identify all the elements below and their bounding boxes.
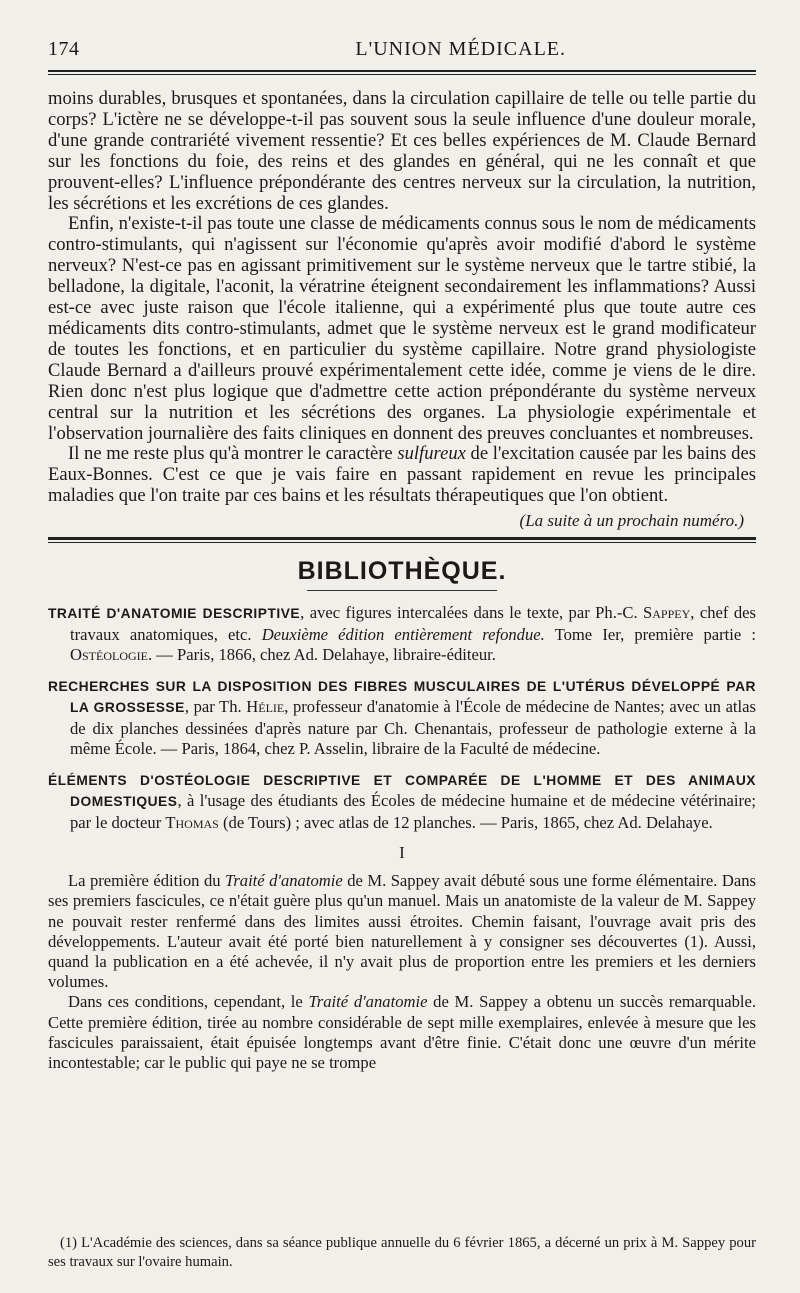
- reference-item: RECHERCHES SUR LA DISPOSITION DES FIBRES MUSCULAIRES DE L'UTÉRUS DÉVELOPPÉ PAR LA GROSSESSE, par Th. Hélie, professeur d'anatomie à l'École de médecine de Nantes; avec un atlas de dix planches dessinées d'après nature par Ch. Chenantais, professeur de pathologie externe à la même École. — Paris, 1864, chez P. Asselin, libraire de la Faculté de médecine.: [48, 678, 756, 759]
- page-header: [48, 38, 756, 66]
- section-title-underline: [307, 590, 497, 591]
- paragraph: Il ne me reste plus qu'à montrer le caractère sulfureux de l'excitation causée par les bains des Eaux-Bonnes. C'est ce que je vais faire en passant rapidement en revue les principales maladies que l'on traite par ces bains et les résultats thérapeutiques que l'on obtient.: [48, 443, 756, 507]
- paragraph: Enfin, n'existe-t-il pas toute une classe de médicaments connus sous le nom de médicaments contro-stimulants, qui n'agissent sur l'économie qu'après avoir modifié d'abord le système nerveux? N'est-ce pas en agissant primitivement sur le système nerveux que le tartre stibié, la belladone, la digitale, l'aconit, la vératrine éteignent secondairement les inflammations? Aussi est-ce avec juste raison que l'école italienne, qui a expérimenté plus que toute autre ces médicaments dits contro-stimulants, admet que le système nerveux est le grand modificateur de toutes les fonctions, et en particulier du système capillaire. Notre grand physiologiste Claude Bernard a d'ailleurs prouvé expérimentalement cette idée, comme je viens de le dire. Rien donc n'est plus logique que d'admettre cette action prépondérante du système nerveux central sur la nutrition et les sécrétions des organes. La physiologie expérimentale et l'observation journalière des faits cliniques en donnent des preuves concluantes et nombreuses.: [48, 213, 756, 444]
- reference-item: TRAITÉ D'ANATOMIE DESCRIPTIVE, avec figures intercalées dans le texte, par Ph.-C. Sappey, chef des travaux anatomiques, etc. Deuxième édition entièrement refondue. Tome Ier, première partie : Ostéologie. — Paris, 1866, chez Ad. Delahaye, libraire-éditeur.: [48, 603, 756, 665]
- paragraph: Dans ces conditions, cependant, le Traité d'anatomie de M. Sappey a obtenu un succès remarquable. Cette première édition, tirée au nombre considérable de sept mille exemplaires, enlevée à mesure que les fascicules paraissaient, était épuisée longtemps avant d'être finie. C'était donc une œuvre d'un mérite incontestable; car le public qui paye ne se trompe: [48, 992, 756, 1072]
- reference-list: [48, 603, 756, 833]
- footnote: (1) L'Académie des sciences, dans sa séance publique annuelle du 6 février 1865, a décerné un prix à M. Sappey pour ses travaux sur l'ovaire humain.: [48, 1235, 756, 1270]
- paragraph: La première édition du Traité d'anatomie de M. Sappey avait débuté sous une forme élémentaire. Dans ses premiers fascicules, ce n'était guère plus qu'un manuel. Mais un anatomiste de la valeur de M. Sappey ne pouvait rester renfermé dans des limites aussi étroites. Chemin faisant, l'ouvrage avait pris des développements. L'auteur avait été porté bien naturellement à y consigner ses découvertes (1). Aussi, quand la publication en a été achevée, il n'y avait plus de proportion entre les premiers et les derniers volumes.: [48, 871, 756, 992]
- page-number: 174: [48, 38, 80, 60]
- header-rule: [48, 70, 756, 75]
- review-section-number: I: [399, 843, 405, 863]
- paragraph: moins durables, brusques et spontanées, dans la circulation capillaire de telle ou telle partie du corps? L'ictère ne se développe-t-il pas souvent sous la seule influence d'une douleur morale, d'une grande contrariété vivement ressentie? Et ces belles expériences de M. Claude Bernard sur les fonctions du foie, des reins et des glandes en général, qui ne les connaît et que prouvent-elles? L'influence prépondérante des centres nerveux sur la circulation, la nutrition, les sécrétions et les excrétions de ces glandes.: [48, 88, 756, 214]
- section-divider: [48, 537, 756, 543]
- reference-item: ÉLÉMENTS D'OSTÉOLOGIE DESCRIPTIVE ET COMPARÉE DE L'HOMME ET DES ANIMAUX DOMESTIQUES, à l'usage des étudiants des Écoles de médecine humaine et de médecine vétérinaire; par le docteur Thomas (de Tours) ; avec atlas de 12 planches. — Paris, 1865, chez Ad. Delahaye.: [48, 772, 756, 832]
- article-body: [48, 89, 756, 507]
- review-body: [48, 871, 756, 1073]
- section-title: BIBLIOTHÈQUE.: [297, 557, 507, 586]
- journal-title: L'UNION MÉDICALE.: [355, 38, 566, 60]
- continuation-note: (La suite à un prochain numéro.): [519, 511, 744, 531]
